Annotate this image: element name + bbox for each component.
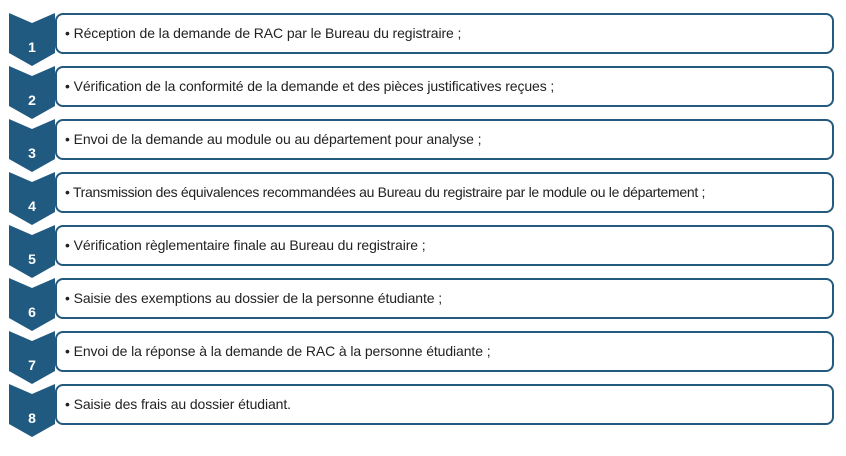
step-box xyxy=(55,119,834,160)
step-1 xyxy=(0,13,846,66)
step-text: • Transmission des équivalences recommandées au Bureau du registraire par le module ou le département ; xyxy=(65,184,706,200)
step-text: • Réception de la demande de RAC par le Bureau du registraire ; xyxy=(65,25,462,41)
step-number: 7 xyxy=(28,357,36,373)
step-box xyxy=(55,331,834,372)
step-number: 5 xyxy=(28,251,36,267)
step-box xyxy=(55,278,834,319)
step-number: 8 xyxy=(28,410,36,426)
step-2 xyxy=(0,66,846,119)
step-8 xyxy=(0,384,846,437)
step-box xyxy=(55,384,834,425)
step-5 xyxy=(0,225,846,278)
step-text: • Vérification de la conformité de la demande et des pièces justificatives reçues ; xyxy=(65,78,555,94)
step-text: • Saisie des frais au dossier étudiant. xyxy=(65,396,291,412)
step-3 xyxy=(0,119,846,172)
step-box xyxy=(55,66,834,107)
step-box xyxy=(55,13,834,54)
step-7 xyxy=(0,331,846,384)
step-box xyxy=(55,172,834,213)
step-number: 1 xyxy=(28,39,36,55)
step-text: • Vérification règlementaire finale au Bureau du registraire ; xyxy=(65,237,426,253)
step-number: 3 xyxy=(28,145,36,161)
step-number: 4 xyxy=(28,198,36,214)
step-4 xyxy=(0,172,846,225)
step-text: • Envoi de la demande au module ou au département pour analyse ; xyxy=(65,131,482,147)
step-number: 6 xyxy=(28,304,36,320)
step-6 xyxy=(0,278,846,331)
step-box xyxy=(55,225,834,266)
step-text: • Saisie des exemptions au dossier de la personne étudiante ; xyxy=(65,290,443,306)
step-number: 2 xyxy=(28,92,36,108)
step-text: • Envoi de la réponse à la demande de RAC à la personne étudiante ; xyxy=(65,343,491,359)
